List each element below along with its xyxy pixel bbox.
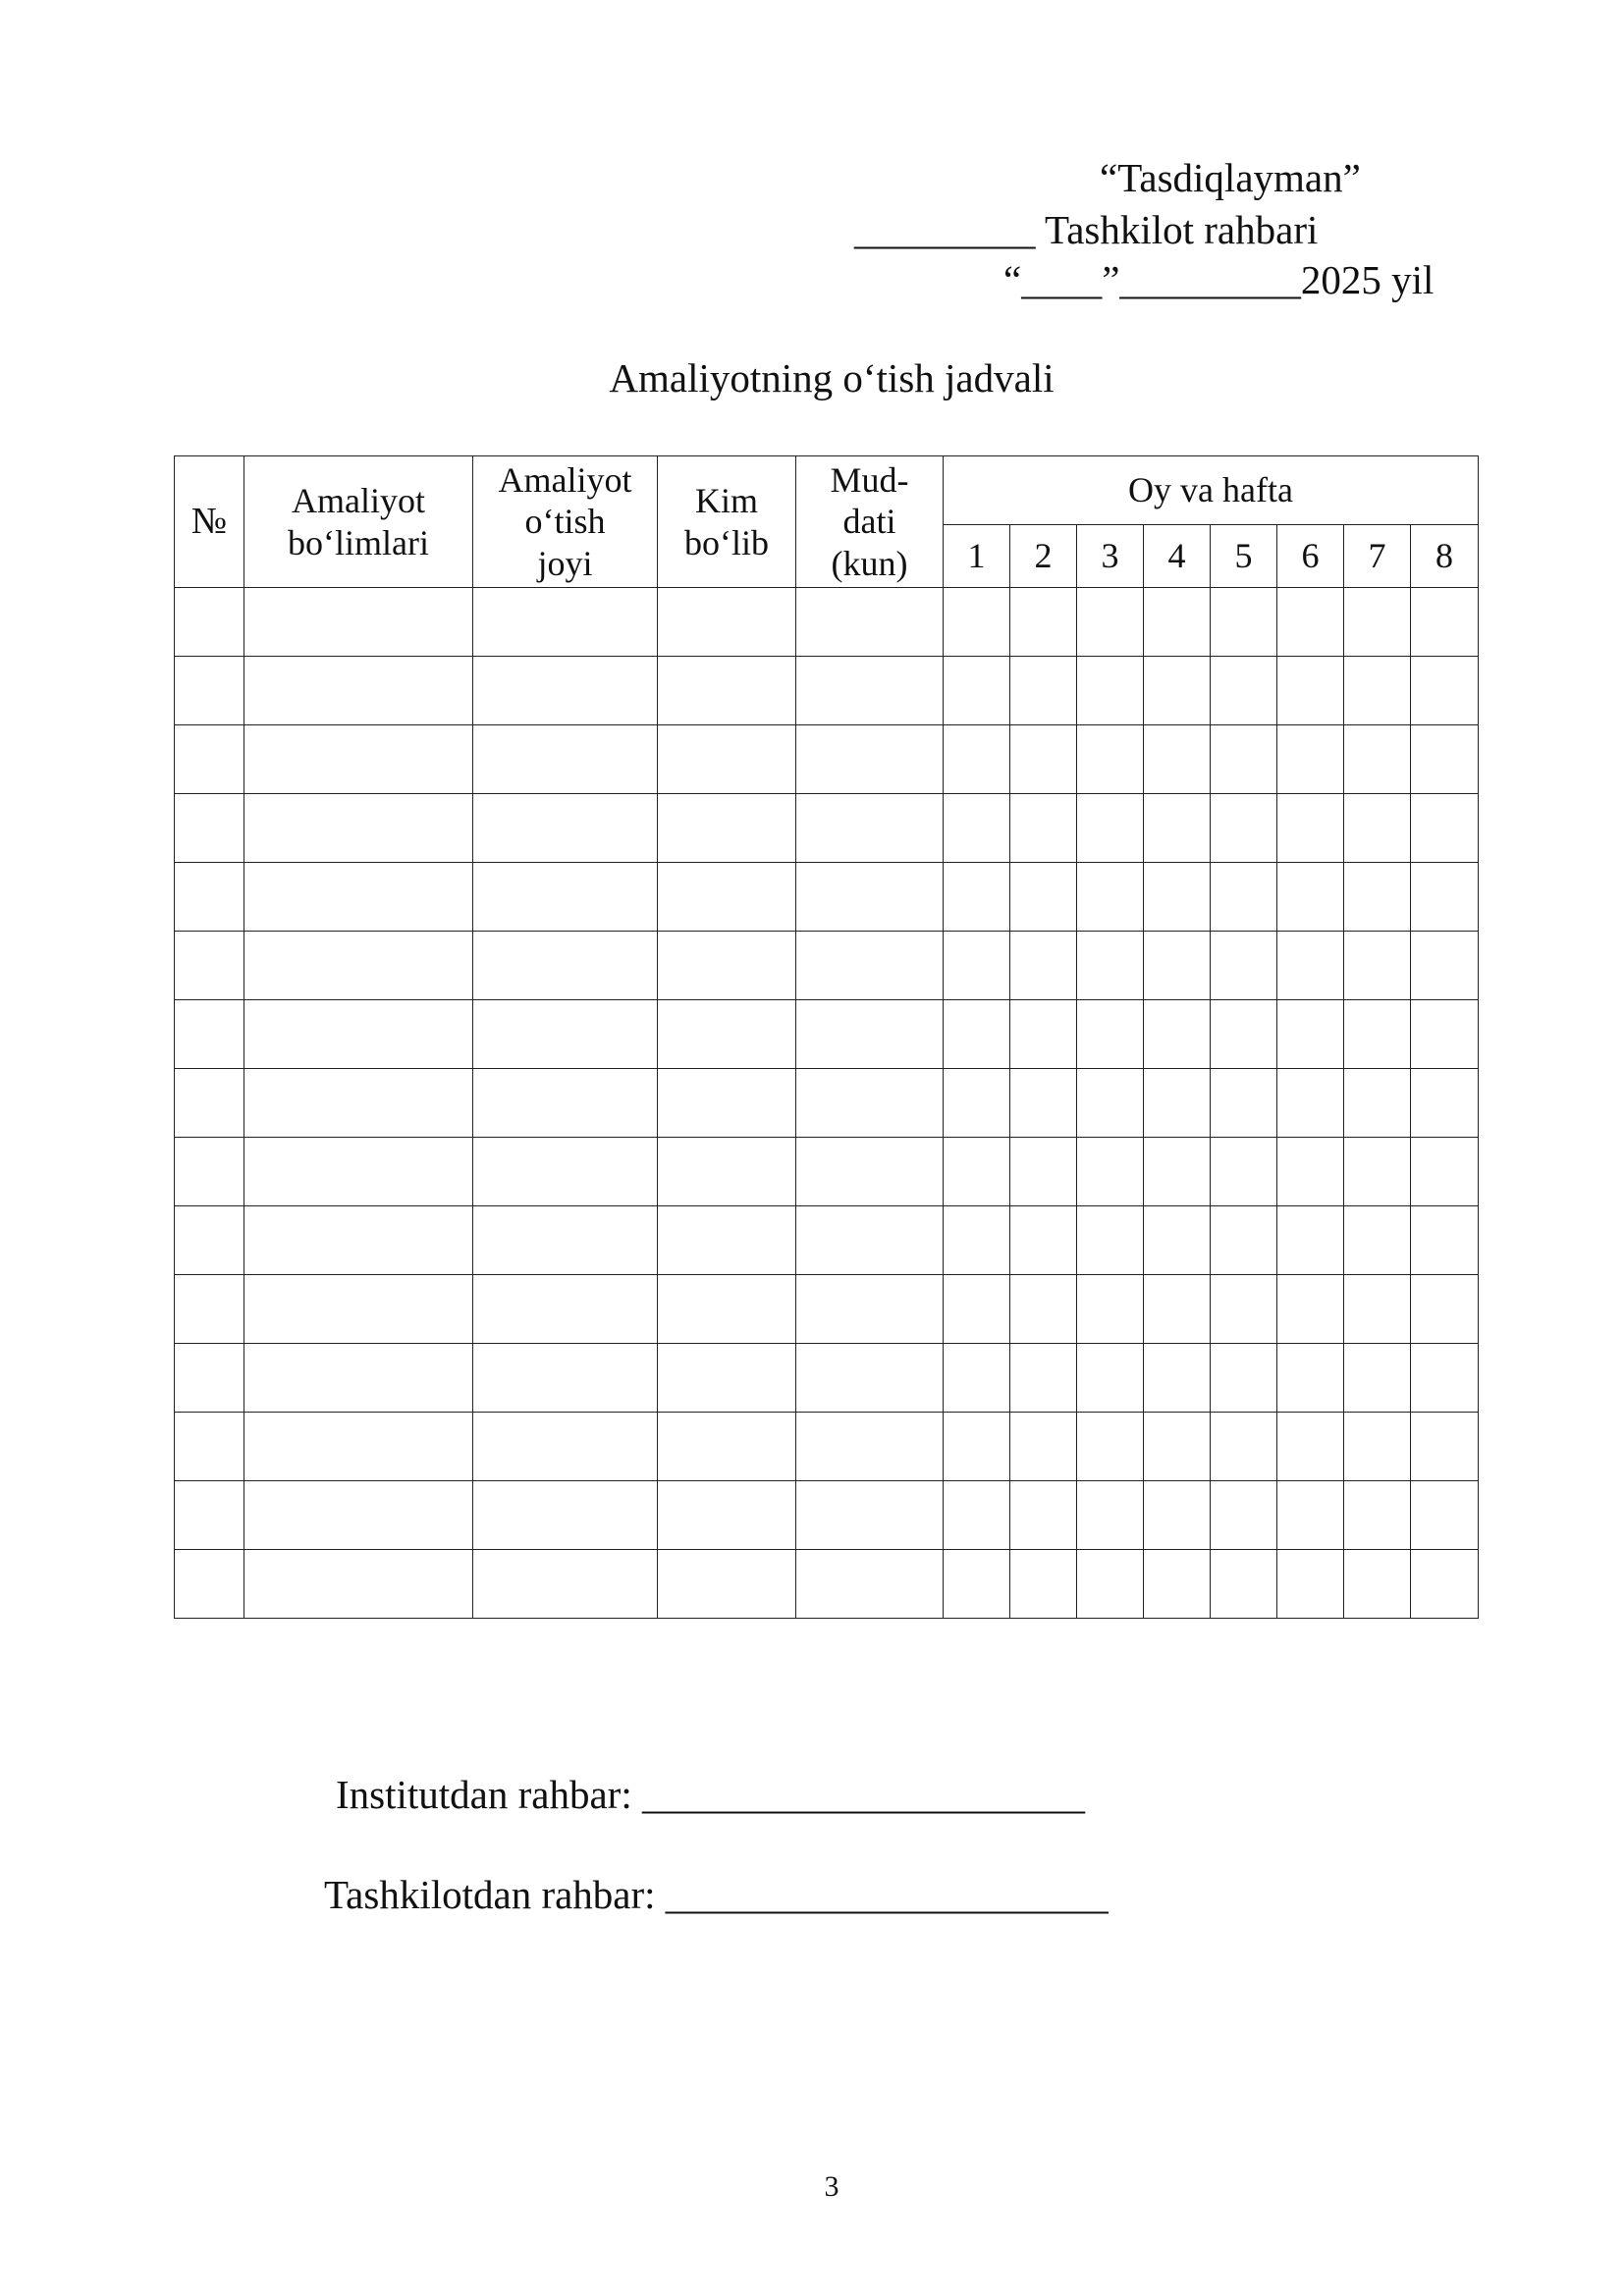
table-cell — [1144, 1344, 1211, 1413]
table-cell — [244, 1275, 473, 1344]
table-cell — [244, 1413, 473, 1481]
table-cell — [1144, 657, 1211, 725]
table-row — [175, 725, 1479, 794]
table-cell — [1144, 1000, 1211, 1069]
table-cell — [1010, 794, 1077, 863]
table-cell — [944, 657, 1010, 725]
table-row — [175, 794, 1479, 863]
table-cell — [1211, 1481, 1277, 1550]
table-body — [175, 588, 1479, 1619]
table-cell — [1411, 1206, 1479, 1275]
table-cell — [1411, 1344, 1479, 1413]
table-cell — [944, 1138, 1010, 1206]
table-cell — [1344, 1413, 1411, 1481]
table-cell — [1211, 1550, 1277, 1619]
table-cell — [473, 1550, 658, 1619]
table-cell — [796, 1206, 944, 1275]
header-week-8: 8 — [1411, 525, 1479, 588]
table-cell — [796, 1275, 944, 1344]
table-cell — [1344, 1275, 1411, 1344]
table-cell — [796, 1550, 944, 1619]
table-cell — [1211, 1413, 1277, 1481]
table-cell — [244, 657, 473, 725]
table-cell — [1010, 1413, 1077, 1481]
table-cell — [1077, 1206, 1144, 1275]
table-cell — [175, 1481, 244, 1550]
table-cell — [1144, 1069, 1211, 1138]
table-cell — [1411, 657, 1479, 725]
organization-supervisor-signature-line: Tashkilotdan rahbar: ______________________ — [324, 1872, 1109, 1917]
table-cell — [1144, 588, 1211, 657]
table-cell — [1277, 794, 1344, 863]
table-row — [175, 1138, 1479, 1206]
table-cell — [1010, 1481, 1077, 1550]
table-cell — [1211, 1206, 1277, 1275]
table-cell — [658, 1481, 796, 1550]
table-cell — [944, 1206, 1010, 1275]
header-week-3: 3 — [1077, 525, 1144, 588]
table-cell — [1277, 1413, 1344, 1481]
table-row — [175, 1413, 1479, 1481]
table-cell — [944, 1550, 1010, 1619]
table-cell — [175, 725, 244, 794]
table-cell — [244, 1000, 473, 1069]
table-cell — [944, 1275, 1010, 1344]
header-duration: Mud- dati (kun) — [796, 456, 944, 588]
table-cell — [1211, 932, 1277, 1000]
table-cell — [473, 1275, 658, 1344]
table-row — [175, 932, 1479, 1000]
table-row — [175, 1069, 1479, 1138]
table-cell — [473, 657, 658, 725]
approval-signatory-line: _________ Tashkilot rahbari — [854, 207, 1319, 252]
table-cell — [1010, 1069, 1077, 1138]
table-cell — [1010, 1138, 1077, 1206]
table-cell — [1144, 725, 1211, 794]
header-week-6: 6 — [1277, 525, 1344, 588]
table-row — [175, 1275, 1479, 1344]
table-cell — [1144, 1413, 1211, 1481]
header-role: Kim bo‘lib — [658, 456, 796, 588]
table-cell — [796, 1000, 944, 1069]
table-cell — [1211, 657, 1277, 725]
table-cell — [1077, 1138, 1144, 1206]
table-cell — [175, 1138, 244, 1206]
table-cell — [175, 1413, 244, 1481]
table-cell — [1277, 1206, 1344, 1275]
table-cell — [1077, 588, 1144, 657]
table-header-row — [175, 456, 1479, 525]
table-cell — [473, 1000, 658, 1069]
table-row — [175, 1000, 1479, 1069]
table-cell — [1010, 1206, 1077, 1275]
table-cell — [175, 863, 244, 932]
table-cell — [1211, 794, 1277, 863]
table-cell — [1010, 863, 1077, 932]
table-cell — [1277, 932, 1344, 1000]
header-week-5: 5 — [1211, 525, 1277, 588]
table-cell — [1211, 1275, 1277, 1344]
table-cell — [1211, 863, 1277, 932]
table-cell — [1211, 1000, 1277, 1069]
header-week-7: 7 — [1344, 525, 1411, 588]
table-cell — [1277, 1275, 1344, 1344]
table-cell — [473, 932, 658, 1000]
table-cell — [1010, 725, 1077, 794]
header-week-4: 4 — [1144, 525, 1211, 588]
table-cell — [1277, 657, 1344, 725]
table-cell — [1411, 725, 1479, 794]
table-cell — [1144, 1275, 1211, 1344]
table-cell — [244, 863, 473, 932]
table-cell — [658, 1000, 796, 1069]
table-cell — [1277, 1344, 1344, 1413]
table-cell — [944, 588, 1010, 657]
table-cell — [244, 725, 473, 794]
table-cell — [244, 794, 473, 863]
table-cell — [473, 588, 658, 657]
table-cell — [1344, 1138, 1411, 1206]
table-cell — [175, 1206, 244, 1275]
header-sections: Amaliyot bo‘limlari — [244, 456, 473, 588]
table-cell — [944, 932, 1010, 1000]
table-cell — [944, 1344, 1010, 1413]
table-cell — [1077, 1000, 1144, 1069]
table-cell — [1277, 1000, 1344, 1069]
table-cell — [1277, 1069, 1344, 1138]
table-cell — [1010, 588, 1077, 657]
table-cell — [1344, 863, 1411, 932]
table-cell — [1411, 1550, 1479, 1619]
table-cell — [1010, 1275, 1077, 1344]
table-cell — [175, 1344, 244, 1413]
table-cell — [1344, 794, 1411, 863]
table-cell — [1144, 794, 1211, 863]
table-cell — [1077, 657, 1144, 725]
table-cell — [175, 1550, 244, 1619]
header-week-1: 1 — [944, 525, 1010, 588]
table-cell — [944, 1413, 1010, 1481]
table-cell — [1411, 1138, 1479, 1206]
table-cell — [796, 863, 944, 932]
document-title: Amaliyotning o‘tish jadvali — [609, 355, 1055, 400]
table-cell — [1077, 1481, 1144, 1550]
table-cell — [473, 794, 658, 863]
table-cell — [1344, 1481, 1411, 1550]
table-cell — [1277, 725, 1344, 794]
table-row — [175, 657, 1479, 725]
table-cell — [244, 1206, 473, 1275]
table-cell — [1077, 1550, 1144, 1619]
table-cell — [175, 1275, 244, 1344]
header-month-and-week: Oy va hafta — [944, 456, 1479, 525]
table-cell — [473, 1344, 658, 1413]
table-cell — [1344, 725, 1411, 794]
table-cell — [1411, 1275, 1479, 1344]
table-cell — [658, 588, 796, 657]
table-cell — [244, 932, 473, 1000]
table-cell — [796, 1069, 944, 1138]
institute-supervisor-signature-line: Institutdan rahbar: ______________________ — [336, 1772, 1085, 1817]
table-cell — [1277, 1138, 1344, 1206]
table-cell — [1411, 863, 1479, 932]
table-cell — [473, 1413, 658, 1481]
table-row — [175, 588, 1479, 657]
table-cell — [1411, 794, 1479, 863]
table-cell — [175, 588, 244, 657]
table-cell — [1211, 588, 1277, 657]
table-cell — [1411, 588, 1479, 657]
table-cell — [658, 1138, 796, 1206]
table-cell — [1211, 725, 1277, 794]
table-cell — [1411, 1413, 1479, 1481]
table-cell — [473, 725, 658, 794]
table-cell — [1144, 932, 1211, 1000]
approval-stamp-title: “Tasdiqlayman” — [1100, 155, 1361, 200]
table-cell — [658, 794, 796, 863]
table-cell — [1077, 932, 1144, 1000]
table-cell — [244, 1481, 473, 1550]
table-cell — [175, 932, 244, 1000]
table-cell — [175, 1069, 244, 1138]
table-cell — [1144, 1206, 1211, 1275]
table-row — [175, 1344, 1479, 1413]
table-cell — [1211, 1138, 1277, 1206]
table-cell — [1411, 1481, 1479, 1550]
approval-date-line: “____”_________2025 yil — [1003, 257, 1435, 302]
table-cell — [1077, 1344, 1144, 1413]
table-cell — [1077, 1413, 1144, 1481]
table-cell — [1211, 1069, 1277, 1138]
table-cell — [1411, 1000, 1479, 1069]
table-cell — [944, 1000, 1010, 1069]
table-cell — [796, 1481, 944, 1550]
table-cell — [1010, 932, 1077, 1000]
table-cell — [1010, 1344, 1077, 1413]
table-cell — [175, 794, 244, 863]
table-row — [175, 863, 1479, 932]
table-cell — [658, 1069, 796, 1138]
table-cell — [1077, 1069, 1144, 1138]
table-cell — [1010, 1550, 1077, 1619]
table-cell — [944, 1481, 1010, 1550]
table-cell — [1344, 588, 1411, 657]
table-cell — [1277, 1550, 1344, 1619]
table-cell — [1411, 932, 1479, 1000]
table-row — [175, 1206, 1479, 1275]
table-cell — [1144, 1138, 1211, 1206]
table-cell — [796, 657, 944, 725]
internship-schedule-table — [174, 455, 1479, 1619]
table-cell — [473, 1138, 658, 1206]
table-cell — [1344, 1344, 1411, 1413]
table-cell — [796, 1344, 944, 1413]
table-row — [175, 1550, 1479, 1619]
table-cell — [1211, 1344, 1277, 1413]
table-cell — [796, 1138, 944, 1206]
table-cell — [473, 863, 658, 932]
table-cell — [1344, 1000, 1411, 1069]
table-cell — [796, 932, 944, 1000]
page-number: 3 — [824, 2170, 839, 2203]
table-cell — [1144, 1550, 1211, 1619]
table-cell — [1077, 1275, 1144, 1344]
table-cell — [1344, 1206, 1411, 1275]
table-cell — [473, 1069, 658, 1138]
table-cell — [1277, 863, 1344, 932]
table-cell — [1344, 1069, 1411, 1138]
table-cell — [796, 725, 944, 794]
table-cell — [658, 1413, 796, 1481]
table-cell — [175, 1000, 244, 1069]
table-cell — [796, 588, 944, 657]
table-cell — [658, 1344, 796, 1413]
table-row — [175, 1481, 1479, 1550]
table-cell — [473, 1481, 658, 1550]
table-cell — [944, 794, 1010, 863]
table-cell — [944, 1069, 1010, 1138]
table-cell — [658, 1275, 796, 1344]
table-cell — [244, 588, 473, 657]
table-cell — [1277, 588, 1344, 657]
table-cell — [658, 1550, 796, 1619]
table-cell — [944, 863, 1010, 932]
table-cell — [658, 932, 796, 1000]
table-cell — [1077, 794, 1144, 863]
header-number: № — [175, 456, 244, 588]
table-cell — [658, 863, 796, 932]
table-cell — [796, 794, 944, 863]
table-cell — [796, 1413, 944, 1481]
table-cell — [658, 725, 796, 794]
table-cell — [244, 1550, 473, 1619]
table-cell — [175, 657, 244, 725]
table-cell — [1077, 863, 1144, 932]
table-cell — [658, 657, 796, 725]
table-cell — [1411, 1069, 1479, 1138]
table-cell — [1010, 1000, 1077, 1069]
table-cell — [244, 1344, 473, 1413]
header-place: Amaliyot o‘tish joyi — [473, 456, 658, 588]
table-cell — [244, 1069, 473, 1138]
header-week-2: 2 — [1010, 525, 1077, 588]
table-cell — [1344, 657, 1411, 725]
table-cell — [944, 725, 1010, 794]
table-cell — [1144, 863, 1211, 932]
table-cell — [1144, 1481, 1211, 1550]
table-cell — [1077, 725, 1144, 794]
table-cell — [658, 1206, 796, 1275]
table-cell — [1344, 932, 1411, 1000]
table-cell — [244, 1138, 473, 1206]
table-cell — [1277, 1481, 1344, 1550]
table-cell — [1344, 1550, 1411, 1619]
table-cell — [473, 1206, 658, 1275]
table-cell — [1010, 657, 1077, 725]
